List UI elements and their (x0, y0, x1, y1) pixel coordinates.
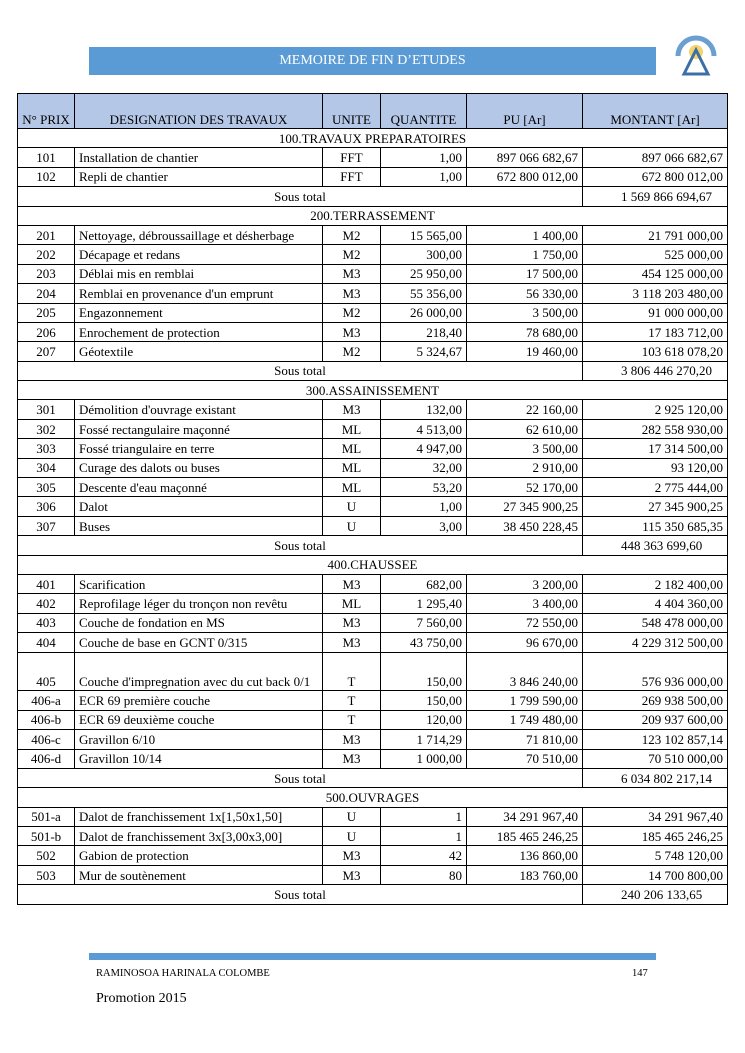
montant-cell: 123 102 857,14 (583, 730, 728, 749)
section-title: 100.TRAVAUX PREPARATOIRES (18, 129, 728, 148)
table-row (18, 322, 728, 341)
unite-cell: M3 (323, 264, 381, 283)
montant-cell: 576 936 000,00 (583, 652, 728, 691)
unite-cell: M2 (323, 342, 381, 361)
table-row (18, 846, 728, 865)
subtotal-label: Sous total (18, 361, 583, 380)
table-row (18, 497, 728, 516)
designation-cell: Installation de chantier (75, 148, 323, 167)
montant-cell: 525 000,00 (583, 245, 728, 264)
designation-cell: Dalot de franchissement 3x[3,00x3,00] (75, 827, 323, 846)
subtotal-label: Sous total (18, 187, 583, 206)
designation-cell: Repli de chantier (75, 167, 323, 186)
montant-cell: 672 800 012,00 (583, 167, 728, 186)
prix-cell: 404 (18, 633, 75, 652)
table-header-row (18, 94, 728, 129)
prix-cell: 306 (18, 497, 75, 516)
pu-cell: 3 500,00 (467, 303, 583, 322)
pu-cell: 62 610,00 (467, 419, 583, 438)
quantite-cell: 4 947,00 (381, 439, 467, 458)
subtotal-value: 240 206 133,65 (583, 885, 728, 904)
prix-cell: 205 (18, 303, 75, 322)
designation-cell: Gravillon 6/10 (75, 730, 323, 749)
unite-cell: U (323, 516, 381, 535)
section-title: 300.ASSAINISSEMENT (18, 381, 728, 400)
prix-cell: 305 (18, 478, 75, 497)
subtotal-label: Sous total (18, 885, 583, 904)
header-title: MEMOIRE DE FIN D’ETUDES (89, 47, 656, 75)
table-row (18, 749, 728, 768)
designation-cell: Couche de fondation en MS (75, 613, 323, 632)
montant-cell: 17 183 712,00 (583, 322, 728, 341)
quantite-cell: 4 513,00 (381, 419, 467, 438)
montant-cell: 282 558 930,00 (583, 419, 728, 438)
unite-cell: U (323, 807, 381, 826)
unite-cell: FFT (323, 148, 381, 167)
designation-cell: Dalot de franchissement 1x[1,50x1,50] (75, 807, 323, 826)
quantite-cell: 150,00 (381, 652, 467, 691)
quantite-cell: 1 (381, 807, 467, 826)
table-row (18, 691, 728, 710)
pu-cell: 19 460,00 (467, 342, 583, 361)
prix-cell: 307 (18, 516, 75, 535)
subtotal-value: 3 806 446 270,20 (583, 361, 728, 380)
page-number: 147 (632, 968, 648, 979)
pu-cell: 3 846 240,00 (467, 652, 583, 691)
prix-cell: 101 (18, 148, 75, 167)
table-row (18, 574, 728, 593)
montant-cell: 91 000 000,00 (583, 303, 728, 322)
quantite-cell: 132,00 (381, 400, 467, 419)
prix-cell: 406-c (18, 730, 75, 749)
table-row (18, 245, 728, 264)
designation-cell: Démolition d'ouvrage existant (75, 400, 323, 419)
table-row (18, 865, 728, 884)
table-row (18, 284, 728, 303)
prix-cell: 302 (18, 419, 75, 438)
subtotal-row (18, 187, 728, 206)
prix-cell: 401 (18, 574, 75, 593)
montant-cell: 2 182 400,00 (583, 574, 728, 593)
subtotal-row (18, 536, 728, 555)
designation-cell: ECR 69 première couche (75, 691, 323, 710)
subtotal-row (18, 361, 728, 380)
pu-cell: 52 170,00 (467, 478, 583, 497)
table-row (18, 148, 728, 167)
table-row (18, 730, 728, 749)
table-row (18, 613, 728, 632)
pu-cell: 672 800 012,00 (467, 167, 583, 186)
pu-cell: 71 810,00 (467, 730, 583, 749)
montant-cell: 27 345 900,25 (583, 497, 728, 516)
quantite-cell: 3,00 (381, 516, 467, 535)
prix-cell: 204 (18, 284, 75, 303)
prix-cell: 206 (18, 322, 75, 341)
quantite-cell: 682,00 (381, 574, 467, 593)
quantite-cell: 7 560,00 (381, 613, 467, 632)
designation-cell: Reprofilage léger du tronçon non revêtu (75, 594, 323, 613)
table-body (18, 129, 728, 905)
quantite-cell: 32,00 (381, 458, 467, 477)
subtotal-value: 1 569 866 694,67 (583, 187, 728, 206)
col-header-designation: DESIGNATION DES TRAVAUX (75, 94, 323, 129)
table-row (18, 516, 728, 535)
prix-cell: 301 (18, 400, 75, 419)
unite-cell: U (323, 827, 381, 846)
montant-cell: 103 618 078,20 (583, 342, 728, 361)
subtotal-row (18, 768, 728, 787)
montant-cell: 115 350 685,35 (583, 516, 728, 535)
quantite-cell: 1 (381, 827, 467, 846)
section-row (18, 129, 728, 148)
unite-cell: M3 (323, 322, 381, 341)
montant-cell: 548 478 000,00 (583, 613, 728, 632)
table-row (18, 458, 728, 477)
section-row (18, 555, 728, 574)
designation-cell: Déblai mis en remblai (75, 264, 323, 283)
unite-cell: M3 (323, 613, 381, 632)
pu-cell: 27 345 900,25 (467, 497, 583, 516)
unite-cell: FFT (323, 167, 381, 186)
prix-cell: 303 (18, 439, 75, 458)
pu-cell: 96 670,00 (467, 633, 583, 652)
table-row (18, 303, 728, 322)
unite-cell: M3 (323, 284, 381, 303)
montant-cell: 2 775 444,00 (583, 478, 728, 497)
table-row (18, 400, 728, 419)
prix-cell: 201 (18, 225, 75, 244)
designation-cell: Scarification (75, 574, 323, 593)
quantite-cell: 5 324,67 (381, 342, 467, 361)
quantite-cell: 300,00 (381, 245, 467, 264)
pu-cell: 2 910,00 (467, 458, 583, 477)
designation-cell: Couche de base en GCNT 0/315 (75, 633, 323, 652)
pu-cell: 78 680,00 (467, 322, 583, 341)
montant-cell: 14 700 800,00 (583, 865, 728, 884)
unite-cell: M2 (323, 303, 381, 322)
unite-cell: M3 (323, 865, 381, 884)
prix-cell: 207 (18, 342, 75, 361)
pu-cell: 56 330,00 (467, 284, 583, 303)
table-row (18, 710, 728, 729)
montant-cell: 897 066 682,67 (583, 148, 728, 167)
pu-cell: 1 749 480,00 (467, 710, 583, 729)
unite-cell: ML (323, 478, 381, 497)
col-header-unite: UNITE (323, 94, 381, 129)
cost-estimate-table (17, 93, 728, 905)
table-row (18, 827, 728, 846)
quantite-cell: 42 (381, 846, 467, 865)
footer-promotion: Promotion 2015 (96, 991, 187, 1006)
designation-cell: Enrochement de protection (75, 322, 323, 341)
subtotal-row (18, 885, 728, 904)
designation-cell: Buses (75, 516, 323, 535)
prix-cell: 406-a (18, 691, 75, 710)
quantite-cell: 43 750,00 (381, 633, 467, 652)
quantite-cell: 1 000,00 (381, 749, 467, 768)
designation-cell: Géotextile (75, 342, 323, 361)
prix-cell: 405 (18, 652, 75, 691)
designation-cell: Remblai en provenance d'un emprunt (75, 284, 323, 303)
pu-cell: 1 799 590,00 (467, 691, 583, 710)
table-row (18, 478, 728, 497)
montant-cell: 185 465 246,25 (583, 827, 728, 846)
montant-cell: 21 791 000,00 (583, 225, 728, 244)
table-row (18, 225, 728, 244)
subtotal-label: Sous total (18, 536, 583, 555)
pu-cell: 3 400,00 (467, 594, 583, 613)
pu-cell: 38 450 228,45 (467, 516, 583, 535)
quantite-cell: 120,00 (381, 710, 467, 729)
table-row (18, 652, 728, 691)
designation-cell: ECR 69 deuxième couche (75, 710, 323, 729)
montant-cell: 5 748 120,00 (583, 846, 728, 865)
montant-cell: 34 291 967,40 (583, 807, 728, 826)
prix-cell: 501-a (18, 807, 75, 826)
school-logo-icon (674, 34, 718, 78)
montant-cell: 3 118 203 480,00 (583, 284, 728, 303)
quantite-cell: 26 000,00 (381, 303, 467, 322)
pu-cell: 183 760,00 (467, 865, 583, 884)
unite-cell: T (323, 691, 381, 710)
table-row (18, 633, 728, 652)
prix-cell: 102 (18, 167, 75, 186)
quantite-cell: 1,00 (381, 167, 467, 186)
pu-cell: 136 860,00 (467, 846, 583, 865)
quantite-cell: 1,00 (381, 497, 467, 516)
pu-cell: 17 500,00 (467, 264, 583, 283)
prix-cell: 502 (18, 846, 75, 865)
table-row (18, 439, 728, 458)
pu-cell: 897 066 682,67 (467, 148, 583, 167)
col-header-quantite: QUANTITE (381, 94, 467, 129)
designation-cell: Descente d'eau maçonné (75, 478, 323, 497)
unite-cell: ML (323, 458, 381, 477)
quantite-cell: 150,00 (381, 691, 467, 710)
pu-cell: 72 550,00 (467, 613, 583, 632)
quantite-cell: 218,40 (381, 322, 467, 341)
pu-cell: 185 465 246,25 (467, 827, 583, 846)
designation-cell: Couche d'impregnation avec du cut back 0/1 (75, 652, 323, 691)
montant-cell: 209 937 600,00 (583, 710, 728, 729)
designation-cell: Mur de soutènement (75, 865, 323, 884)
designation-cell: Nettoyage, débroussaillage et désherbage (75, 225, 323, 244)
subtotal-value: 6 034 802 217,14 (583, 768, 728, 787)
section-title: 500.OUVRAGES (18, 788, 728, 807)
col-header-pu: PU [Ar] (467, 94, 583, 129)
footer-author: RAMINOSOA HARINALA COLOMBE (96, 968, 270, 979)
quantite-cell: 1 714,29 (381, 730, 467, 749)
col-header-prix: N° PRIX (18, 94, 75, 129)
montant-cell: 454 125 000,00 (583, 264, 728, 283)
unite-cell: ML (323, 419, 381, 438)
prix-cell: 403 (18, 613, 75, 632)
unite-cell: ML (323, 594, 381, 613)
subtotal-value: 448 363 699,60 (583, 536, 728, 555)
quantite-cell: 1 295,40 (381, 594, 467, 613)
designation-cell: Gravillon 10/14 (75, 749, 323, 768)
montant-cell: 4 229 312 500,00 (583, 633, 728, 652)
quantite-cell: 55 356,00 (381, 284, 467, 303)
prix-cell: 406-d (18, 749, 75, 768)
prix-cell: 406-b (18, 710, 75, 729)
section-title: 200.TERRASSEMENT (18, 206, 728, 225)
section-row (18, 206, 728, 225)
pu-cell: 1 750,00 (467, 245, 583, 264)
unite-cell: M3 (323, 400, 381, 419)
designation-cell: Engazonnement (75, 303, 323, 322)
montant-cell: 4 404 360,00 (583, 594, 728, 613)
table-row (18, 342, 728, 361)
unite-cell: T (323, 652, 381, 691)
montant-cell: 2 925 120,00 (583, 400, 728, 419)
prix-cell: 402 (18, 594, 75, 613)
table-row (18, 594, 728, 613)
prix-cell: 503 (18, 865, 75, 884)
prix-cell: 501-b (18, 827, 75, 846)
designation-cell: Curage des dalots ou buses (75, 458, 323, 477)
quantite-cell: 53,20 (381, 478, 467, 497)
montant-cell: 93 120,00 (583, 458, 728, 477)
designation-cell: Dalot (75, 497, 323, 516)
quantite-cell: 15 565,00 (381, 225, 467, 244)
table-row (18, 167, 728, 186)
designation-cell: Décapage et redans (75, 245, 323, 264)
pu-cell: 70 510,00 (467, 749, 583, 768)
designation-cell: Gabion de protection (75, 846, 323, 865)
montant-cell: 70 510 000,00 (583, 749, 728, 768)
quantite-cell: 1,00 (381, 148, 467, 167)
table-row (18, 419, 728, 438)
pu-cell: 3 200,00 (467, 574, 583, 593)
unite-cell: U (323, 497, 381, 516)
unite-cell: ML (323, 439, 381, 458)
unite-cell: T (323, 710, 381, 729)
prix-cell: 203 (18, 264, 75, 283)
section-row (18, 788, 728, 807)
designation-cell: Fossé triangulaire en terre (75, 439, 323, 458)
pu-cell: 22 160,00 (467, 400, 583, 419)
unite-cell: M2 (323, 225, 381, 244)
pu-cell: 3 500,00 (467, 439, 583, 458)
footer-bar (89, 953, 656, 960)
montant-cell: 269 938 500,00 (583, 691, 728, 710)
section-row (18, 381, 728, 400)
quantite-cell: 25 950,00 (381, 264, 467, 283)
subtotal-label: Sous total (18, 768, 583, 787)
table-row (18, 264, 728, 283)
pu-cell: 34 291 967,40 (467, 807, 583, 826)
prix-cell: 202 (18, 245, 75, 264)
montant-cell: 17 314 500,00 (583, 439, 728, 458)
unite-cell: M3 (323, 574, 381, 593)
prix-cell: 304 (18, 458, 75, 477)
col-header-montant: MONTANT [Ar] (583, 94, 728, 129)
designation-cell: Fossé rectangulaire maçonné (75, 419, 323, 438)
unite-cell: M3 (323, 730, 381, 749)
table-row (18, 807, 728, 826)
section-title: 400.CHAUSSEE (18, 555, 728, 574)
unite-cell: M3 (323, 633, 381, 652)
pu-cell: 1 400,00 (467, 225, 583, 244)
quantite-cell: 80 (381, 865, 467, 884)
unite-cell: M3 (323, 749, 381, 768)
unite-cell: M2 (323, 245, 381, 264)
unite-cell: M3 (323, 846, 381, 865)
